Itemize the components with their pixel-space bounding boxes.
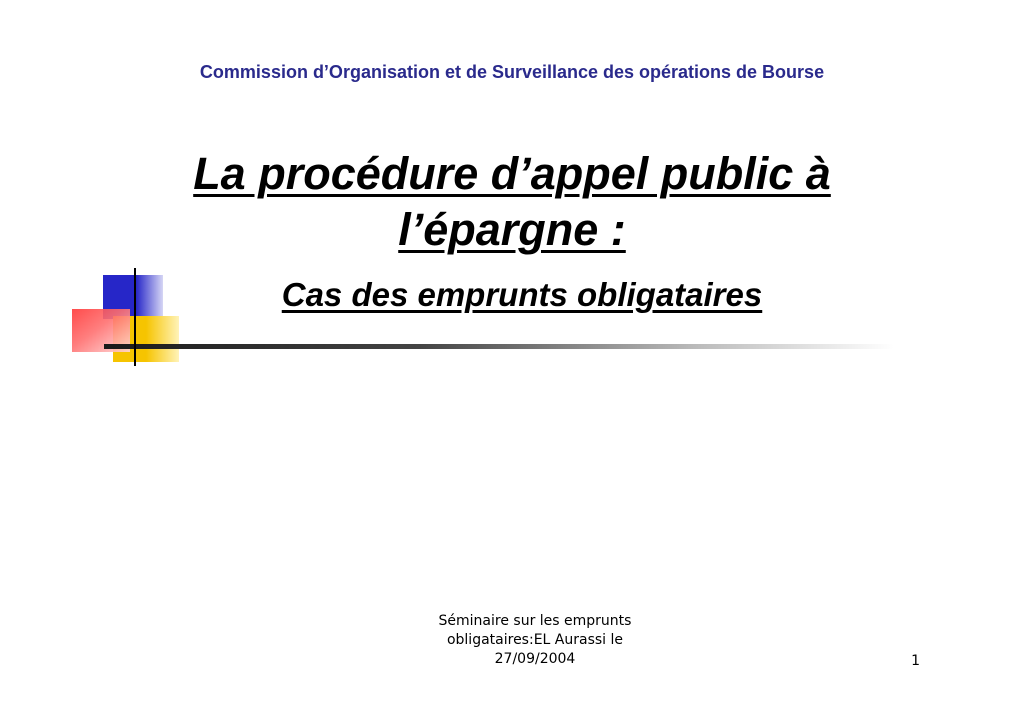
slide-title-line1: La procédure d’appel public à (193, 148, 831, 199)
organization-header: Commission d’Organisation et de Surveillance des opérations de Bourse (199, 62, 825, 82)
page-number: 1 (911, 653, 920, 669)
slide-title-line2: l’épargne : (398, 204, 626, 255)
footer-caption (380, 612, 690, 669)
footer-line3: 27/09/2004 (494, 651, 576, 667)
footer-line2: obligataires:EL Aurassi le (446, 632, 624, 648)
footer-line1: Séminaire sur les emprunts (438, 613, 632, 629)
slide-subtitle (0, 276, 1024, 314)
slide-subtitle-text: Cas des emprunts obligataires (281, 276, 763, 313)
slide-title (0, 146, 1024, 258)
decorative-horizontal-rule (104, 344, 894, 349)
